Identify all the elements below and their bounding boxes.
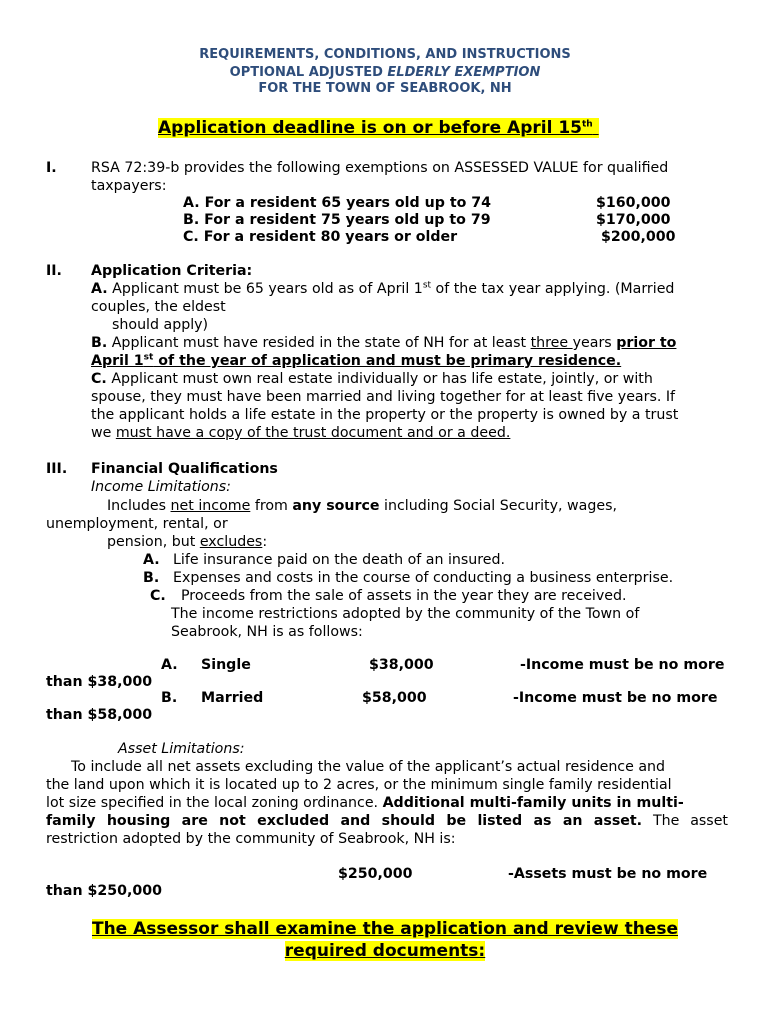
section-2-number: II. [46, 263, 62, 279]
criteria-a-cont: couples, the eldest [91, 299, 226, 315]
criteria-c-cont3: we must have a copy of the trust document and or a deed. [91, 425, 511, 441]
asset-limit-cont: than $250,000 [46, 883, 162, 899]
exemption-a-label: A. For a resident 65 years old up to 74 [183, 195, 492, 211]
assessor-heading: The Assessor shall examine the application and review these [91, 919, 678, 939]
income-includes: Includes net income from any source including Social Security, wages, [107, 498, 617, 514]
limit-single-cont: than $38,000 [46, 674, 153, 690]
exemption-a-amount: $160,000 [596, 195, 671, 211]
asset-text-5: restriction adopted by the community of Seabrook, NH is: [46, 831, 456, 847]
section-1-number: I. [46, 160, 57, 176]
doc-title-line1: REQUIREMENTS, CONDITIONS, AND INSTRUCTIONS [199, 47, 571, 62]
limit-married-amount: $58,000 [362, 690, 427, 706]
income-limitations-heading: Income Limitations: [91, 479, 231, 495]
criteria-b: B. Applicant must have resided in the state of NH for at least three years prior to [91, 335, 677, 351]
limit-married-note: -Income must be no more [513, 690, 718, 706]
asset-text-4: family housing are not excluded and should be listed as an asset. The asset [46, 813, 728, 829]
income-excludes: pension, but excludes: [107, 534, 268, 550]
criteria-a: A. Applicant must be 65 years old as of April 1st of the tax year applying. (Married [91, 280, 675, 297]
income-includes-cont: unemployment, rental, or [46, 516, 228, 532]
exclusion-c-label: C. [150, 588, 166, 604]
exclusion-b-label: B. [143, 570, 160, 586]
section-3-title: Financial Qualifications [91, 461, 278, 477]
asset-limit-note: -Assets must be no more [508, 866, 708, 882]
asset-text-2: the land upon which it is located up to 2 acres, or the minimum single family residential [46, 777, 672, 793]
asset-limitations-heading: Asset Limitations: [118, 741, 245, 757]
limit-married-label: B. [161, 690, 178, 706]
exemption-c-amount: $200,000 [601, 229, 676, 245]
exclusion-b-text: Expenses and costs in the course of conducting a business enterprise. [173, 570, 674, 586]
limit-single-type: Single [201, 657, 251, 673]
limit-married-type: Married [201, 690, 264, 706]
section-3-number: III. [46, 461, 68, 477]
criteria-a-cont2: should apply) [112, 317, 209, 333]
income-restriction-text: The income restrictions adopted by the community of the Town of [171, 606, 640, 622]
exclusion-a-text: Life insurance paid on the death of an insured. [173, 552, 506, 568]
criteria-c: C. Applicant must own real estate individually or has life estate, jointly, or with [91, 371, 653, 387]
criteria-c-cont2: the applicant holds a life estate in the property or the property is owned by a trust [91, 407, 679, 423]
limit-married-cont: than $58,000 [46, 707, 153, 723]
exemption-b-label: B. For a resident 75 years old up to 79 [183, 212, 491, 228]
exemption-b-amount: $170,000 [596, 212, 671, 228]
assessor-heading-cont: required documents: [284, 941, 486, 961]
section-1-intro: RSA 72:39-b provides the following exemptions on ASSESSED VALUE for qualified [91, 160, 669, 176]
limit-single-amount: $38,000 [369, 657, 434, 673]
section-1-intro-cont: taxpayers: [91, 178, 167, 194]
asset-limit-amount: $250,000 [338, 866, 413, 882]
limit-single-label: A. [161, 657, 178, 673]
exclusion-c-text: Proceeds from the sale of assets in the year they are received. [181, 588, 627, 604]
asset-text-3: lot size specified in the local zoning ordinance. Additional multi-family units in multi- [46, 795, 684, 811]
asset-text-1: To include all net assets excluding the value of the applicant’s actual residence and [71, 759, 666, 775]
income-restriction-text-cont: Seabrook, NH is as follows: [171, 624, 363, 640]
doc-title-line3: FOR THE TOWN OF SEABROOK, NH [258, 81, 512, 96]
doc-title-line2: OPTIONAL ADJUSTED ELDERLY EXEMPTION [229, 65, 541, 80]
deadline-banner: Application deadline is on or before April 15th [158, 117, 599, 139]
criteria-b-cont: April 1st of the year of application and must be primary residence. [91, 352, 622, 369]
exclusion-a-label: A. [143, 552, 160, 568]
criteria-c-cont: spouse, they must have been married and living together for at least five years. If [91, 389, 676, 405]
limit-single-note: -Income must be no more [520, 657, 725, 673]
section-2-title: Application Criteria: [91, 263, 253, 279]
exemption-c-label: C. For a resident 80 years or older [183, 229, 458, 245]
